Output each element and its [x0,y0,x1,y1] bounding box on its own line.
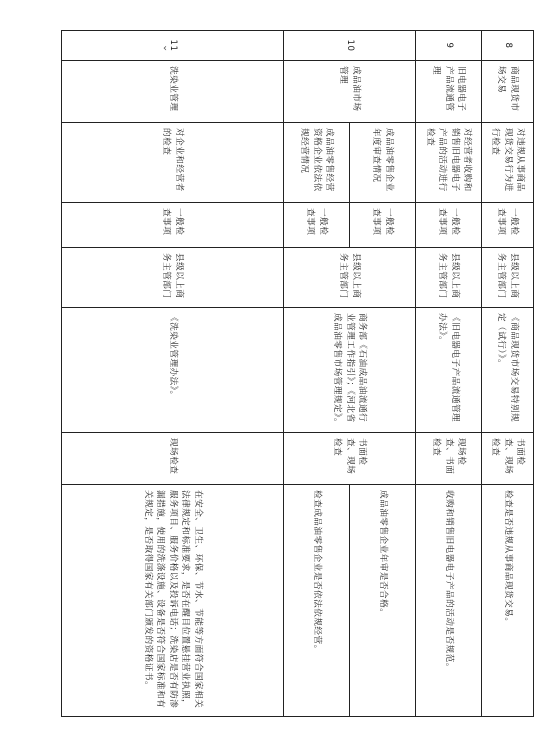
table-row [482,31,534,717]
inspection-content: 在安全、卫生、环保、节水、节能等方面符合国家相关法律规定和标准要求，是否在醒目位置悬挂营业执照，服务项目、服务价格以及投诉电话；洗染店是否有防渗漏措施，使用的洗涤设施、设备是否符合国家标准和有关规定，是否取得国家有关部门颁发的资格证书。 [62,485,284,717]
inspection-matter: 对经营者收购和销售旧电器电子产品的活动进行检查 [416,123,482,203]
rotated-table-wrapper [62,30,534,716]
inspection-content: 成品油零售企业年审是否合格。 [350,485,416,717]
inspection-basis: 商务部《石油成品油流通行业管理工作指引》；《河北省成品油零售市场管理规定》。 [284,308,416,433]
row-number: 8 [482,31,534,61]
inspection-item: 商品现货市场交易 [482,61,534,123]
inspection-matter: 对违规从事商品现货交易行为进行检查 [482,123,534,203]
inspection-category: 一般检查事项 [482,203,534,248]
inspection-method: 书面检查、现场检查 [482,433,534,485]
inspection-subject: 县级以上商务主管部门 [416,248,482,308]
inspection-content: 检查是否违规从事商品现货交易。 [482,485,534,717]
inspection-content: 收购和销售旧电器电子产品的活动是否规范。 [416,485,482,717]
inspection-basis: 《商品现货市场交易特别规定（试行）》。 [482,308,534,433]
inspection-matter: 对企业和经营者的检查 [62,123,284,203]
table-row [350,31,416,717]
inspection-subject: 县级以上商务主管部门 [284,248,416,308]
inspection-item: 洗染业管理 [62,61,284,123]
stray-mark: ‹ [163,43,167,54]
row-number: 10 [284,31,416,61]
row-number: 9 [416,31,482,61]
inspection-category: 一般检查事项 [62,203,284,248]
inspection-basis: 《洗染业管理办法》。 [62,308,284,433]
table-row [416,31,482,717]
table-row [62,31,284,717]
inspection-method: 书面检查、现场检查 [284,433,416,485]
inspection-item: 成品油市场管理 [284,61,416,123]
inspection-matter: 成品油零售经营资格企业依法依规经营情况 [284,123,350,203]
inspection-method: 现场检查 [62,433,284,485]
inspection-matter: 成品油零售企业年度审查情况 [350,123,416,203]
inspection-subject: 县级以上商务主管部门 [482,248,534,308]
inspection-category: 一般检查事项 [350,203,416,248]
inspection-category: 一般检查事项 [416,203,482,248]
inspection-method: 现场检查、书面检查 [416,433,482,485]
row-number: 11 [62,31,284,61]
inspection-items-table [61,30,534,717]
inspection-basis: 《旧电器电子产品流通管理办法》。 [416,308,482,433]
inspection-content: 检查成品油零售企业是否依法依规经营。 [284,485,350,717]
inspection-category: 一般检查事项 [284,203,350,248]
inspection-subject: 县级以上商务主管部门 [62,248,284,308]
inspection-item: 旧电器电子产品流通管理 [416,61,482,123]
